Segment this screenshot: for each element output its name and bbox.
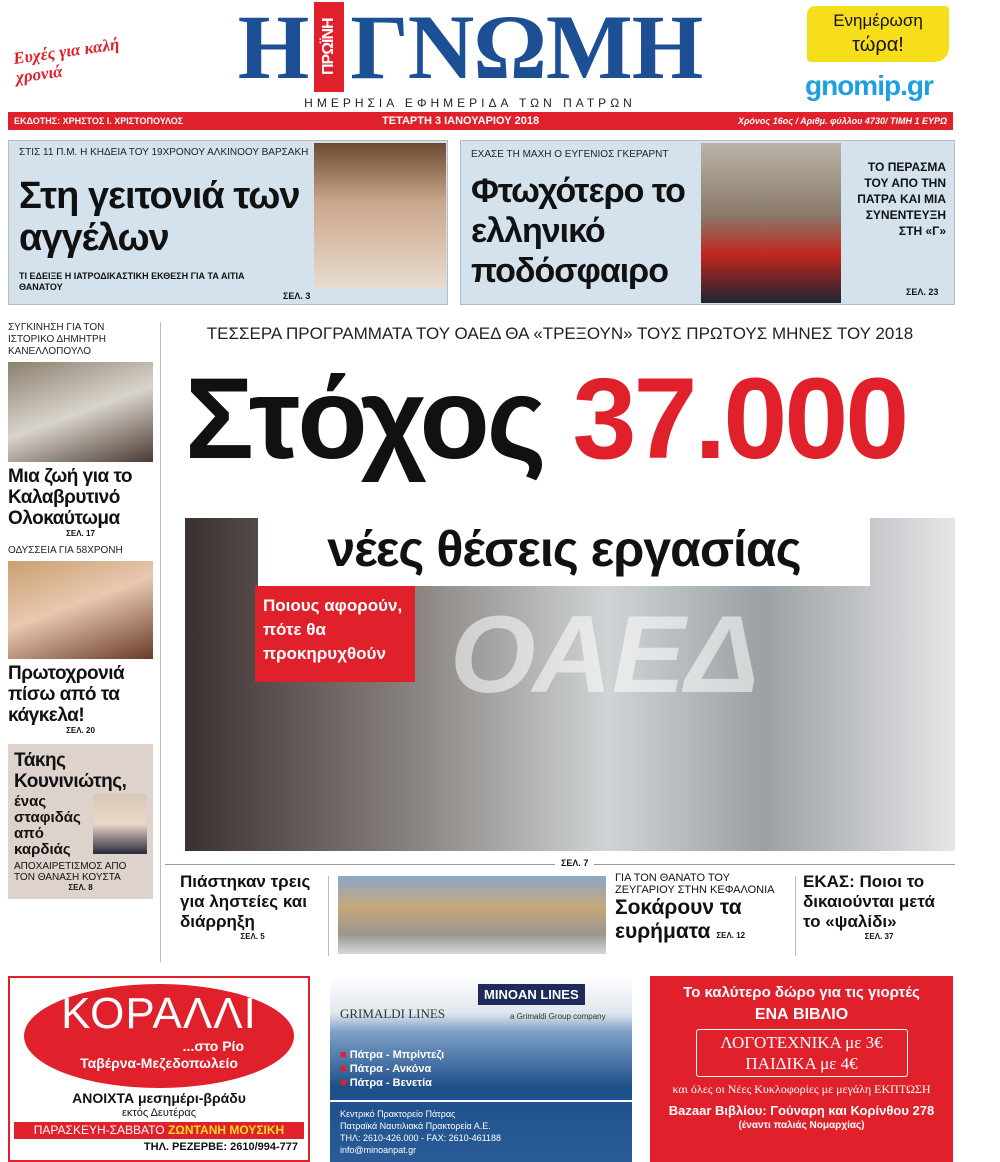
story-photo [8,362,153,462]
masthead-title: ΓΝΩΜΗ [350,0,703,98]
story-headline: Φτωχότερο το ελληνικό ποδόσφαιρο [471,172,685,290]
page-ref: ΣΕΛ. 7 [555,858,594,869]
story-headline: Μια ζωή για το Καλαβρυτινό Ολοκαύτωμα [8,466,133,529]
books-line3: και όλες οι Νέες Κυκλοφορίες με μεγάλη ΕΚΠΤΩΣΗ [672,1082,931,1096]
main-kicker: ΤΕΣΣΕΡΑ ΠΡΟΓΡΑΜΜΑΤΑ ΤΟΥ ΟΑΕΔ ΘΑ «ΤΡΕΞΟΥΝ» ΤΟΥΣ ΠΡΩΤΟΥΣ ΜΗΝΕΣ ΤΟΥ 2018 [206,324,914,343]
story-headline: Πιάστηκαν τρεις για ληστείες και διάρρηξη [180,872,311,931]
page-ref: ΣΕΛ. 20 [66,726,95,735]
headline-word: Στόχος [185,355,544,483]
phone: ΤΗΛ: 2610-426.000 - FAX: 2610-461188 [340,1133,501,1143]
divider [795,876,796,956]
divider [330,1100,632,1102]
left-story-kalavryta[interactable] [8,322,153,539]
column-divider [160,322,161,962]
agency: Πατραϊκά Ναυτιλιακά Πρακτορεία Α.Ε. [340,1121,491,1131]
page-ref: ΣΕΛ. 17 [66,529,95,538]
bottom-story-robbery[interactable] [180,872,325,942]
promo-badge [807,6,949,62]
korali-type: Ταβέρνα-Μεζεδοπωλείο [80,1055,238,1071]
masthead-eta: Η [237,0,309,98]
route-item: ■ Πάτρα - Ανκόνα [340,1063,432,1075]
ad-book-bazaar[interactable] [650,976,953,1162]
story-headline: Τάκης Κουνινιώτης, [14,750,127,792]
story-side-note: ΤΟ ΠΕΡΑΣΜΑ ΤΟΥ ΑΠΟ ΤΗΝ ΠΑΤΡΑ ΚΑΙ ΜΙΑ ΣΥΝΕΝΤΕΥΞΗ ΣΤΗ «Γ» [857,160,946,238]
headline-number: 37.000 [572,355,907,483]
portrait-photo [93,794,147,854]
left-story-prison[interactable] [8,545,153,736]
top-story-funeral[interactable] [8,140,448,305]
oaed-sign: ΟΑΕΔ [450,593,760,716]
story-photo [338,876,606,954]
books-offer [696,1029,908,1077]
main-subheadline: νέες θέσεις εργασίας [258,516,870,586]
korali-name: ΚΟΡΑΛΛΙ [61,989,257,1038]
page-ref: ΣΕΛ. 5 [240,932,265,941]
story-kicker: ΣΥΓΚΙΝΗΣΗ ΓΙΑ ΤΟΝ ΙΣΤΟΡΙΚΟ ΔΗΜΗΤΡΗ ΚΑΝΕΛΛΟΠΟΥΛΟ [8,322,106,357]
korali-phone: ΤΗΛ. ΡΕΖΕΡΒΕ: 2610/994-777 [143,1141,298,1153]
story-photo [8,561,153,659]
route-item: ■ Πάτρα - Βενετία [340,1077,432,1089]
korali-hours: ΑΝΟΙΧΤΑ μεσημέρι-βράδυ [72,1090,246,1106]
website-link[interactable]: gnomip.gr [805,70,933,101]
grimaldi-logo: GRIMALDI LINES [340,1006,446,1021]
korali-closed: εκτός Δευτέρας [121,1107,197,1119]
story-headline: Πρωτοχρονιά πίσω από τα κάγκελα! [8,663,125,726]
story-deck: ΑΠΟΧΑΙΡΕΤΙΣΜΟΣ ΑΠΟ ΤΟΝ ΘΑΝΑΣΗ ΚΟΥΣΤΑ [14,861,127,883]
left-column [8,322,153,899]
email[interactable]: info@minoanpat.gr [340,1145,417,1155]
masthead-tag: ΠΡΩΪΝΗ [314,2,344,92]
portrait-photo [314,143,446,288]
promo-line1: Ενημέρωση [833,11,923,30]
minoan-logo: MINOAN LINES [478,984,585,1005]
offer-children: ΠΑΙΔΙΚΑ με 4€ [745,1054,858,1073]
minoan-subtitle: a Grimaldi Group company [510,1012,606,1021]
story-headline: Σοκάρουν τα ευρήματα [615,896,742,943]
korali-logo [24,984,294,1088]
page-ref: ΣΕΛ. 8 [68,883,93,892]
story-headline: ΕΚΑΣ: Ποιοι το δικαιούνται μετά το «ψαλίδι» [803,872,935,931]
portrait-photo [701,143,841,303]
ad-korali[interactable] [8,976,310,1162]
page-ref: ΣΕΛ. 12 [716,931,746,940]
masthead-logo [160,0,780,98]
masthead-subtitle: ΗΜΕΡΗΣΙΑ ΕΦΗΜΕΡΙΔΑ ΤΩΝ ΠΑΤΡΩΝ [304,96,636,110]
left-story-obituary[interactable] [8,744,153,899]
books-address: Bazaar Βιβλίου: Γούναρη και Κορίνθου 278 [668,1103,935,1118]
route-item: ■ Πάτρα - Μπρίντεζι [340,1049,445,1061]
story-subheadline: ένας σταφιδάς από καρδιάς [14,793,81,858]
route-list [340,1048,444,1090]
minoan-contact [340,1108,501,1156]
korali-music-days: ΠΑΡΑΣΚΕΥΗ-ΣΑΒΒΑΤΟ [33,1123,165,1137]
ad-minoan-lines[interactable] [330,976,632,1162]
story-kicker: ΓΙΑ ΤΟΝ ΘΑΝΑΤΟ ΤΟΥ ΖΕΥΓΑΡΙΟΥ ΣΤΗΝ ΚΕΦΑΛΟΝΙΑ [615,872,775,896]
main-callout: Ποιους αφορούν, πότε θα προκηρυχθούν [255,586,415,682]
info-bar [8,112,953,130]
bottom-story-kefalonia[interactable] [615,872,791,944]
issue-date: ΤΕΤΑΡΤΗ 3 ΙΑΝΟΥΑΡΙΟΥ 2018 [381,115,540,127]
offer-literature: ΛΟΓΟΤΕΧΝΙΚΑ με 3€ [720,1033,883,1052]
promo-line2: τώρα! [852,34,904,56]
page-ref: ΣΕΛ. 3 [283,291,311,301]
books-line2: ΕΝΑ ΒΙΒΛΙΟ [754,1006,849,1023]
publisher: ΕΚΔΟΤΗΣ: ΧΡΗΣΤΟΣ Ι. ΧΡΙΣΤΟΠΟΥΛΟΣ [14,116,184,126]
story-deck: ΤΙ ΕΔΕΙΞΕ Η ΙΑΤΡΟΔΙΚΑΣΤΙΚΗ ΕΚΘΕΣΗ ΓΙΑ ΤΑ ΑΙΤΙΑ ΘΑΝΑΤΟΥ [19,271,245,292]
korali-place: ...στο Ρίο [182,1038,244,1054]
books-note: (έναντι παλιάς Νομαρχίας) [738,1120,865,1131]
story-kicker: ΣΤΙΣ 11 Π.Μ. Η ΚΗΔΕΙΑ ΤΟΥ 19ΧΡΟΝΟΥ ΑΛΚΙΝΟΟΥ ΒΑΡΣΑΚΗ [19,147,309,158]
korali-music: ΖΩΝΤΑΝΗ ΜΟΥΣΙΚΗ [167,1123,285,1137]
bottom-story-ekas[interactable] [803,872,955,942]
issue-info: Χρόνος 16ος / Αριθμ. φύλλου 4730/ ΤΙΜΗ 1 ΕΥΡΩ [737,116,947,126]
page-ref: ΣΕΛ. 23 [906,287,939,297]
story-kicker: ΕΧΑΣΕ ΤΗ ΜΑΧΗ Ο ΕΥΓΕΝΙΟΣ ΓΚΕΡΑΡΝΤ [471,149,669,160]
office: Κεντρικό Πρακτορείο Πάτρας [340,1109,456,1119]
divider [328,876,329,956]
books-line1: Το καλύτερο δώρο για τις γιορτές [683,984,920,1001]
story-headline: Στη γειτονιά των αγγέλων [19,175,300,259]
top-story-football[interactable] [460,140,955,305]
new-year-greeting: Ευχές για καλή χρονιά [11,34,121,87]
main-headline[interactable] [185,352,906,487]
story-kicker: ΟΔΥΣΣΕΙΑ ΓΙΑ 58ΧΡΟΝΗ [8,545,123,556]
page-ref: ΣΕΛ. 37 [864,932,894,941]
